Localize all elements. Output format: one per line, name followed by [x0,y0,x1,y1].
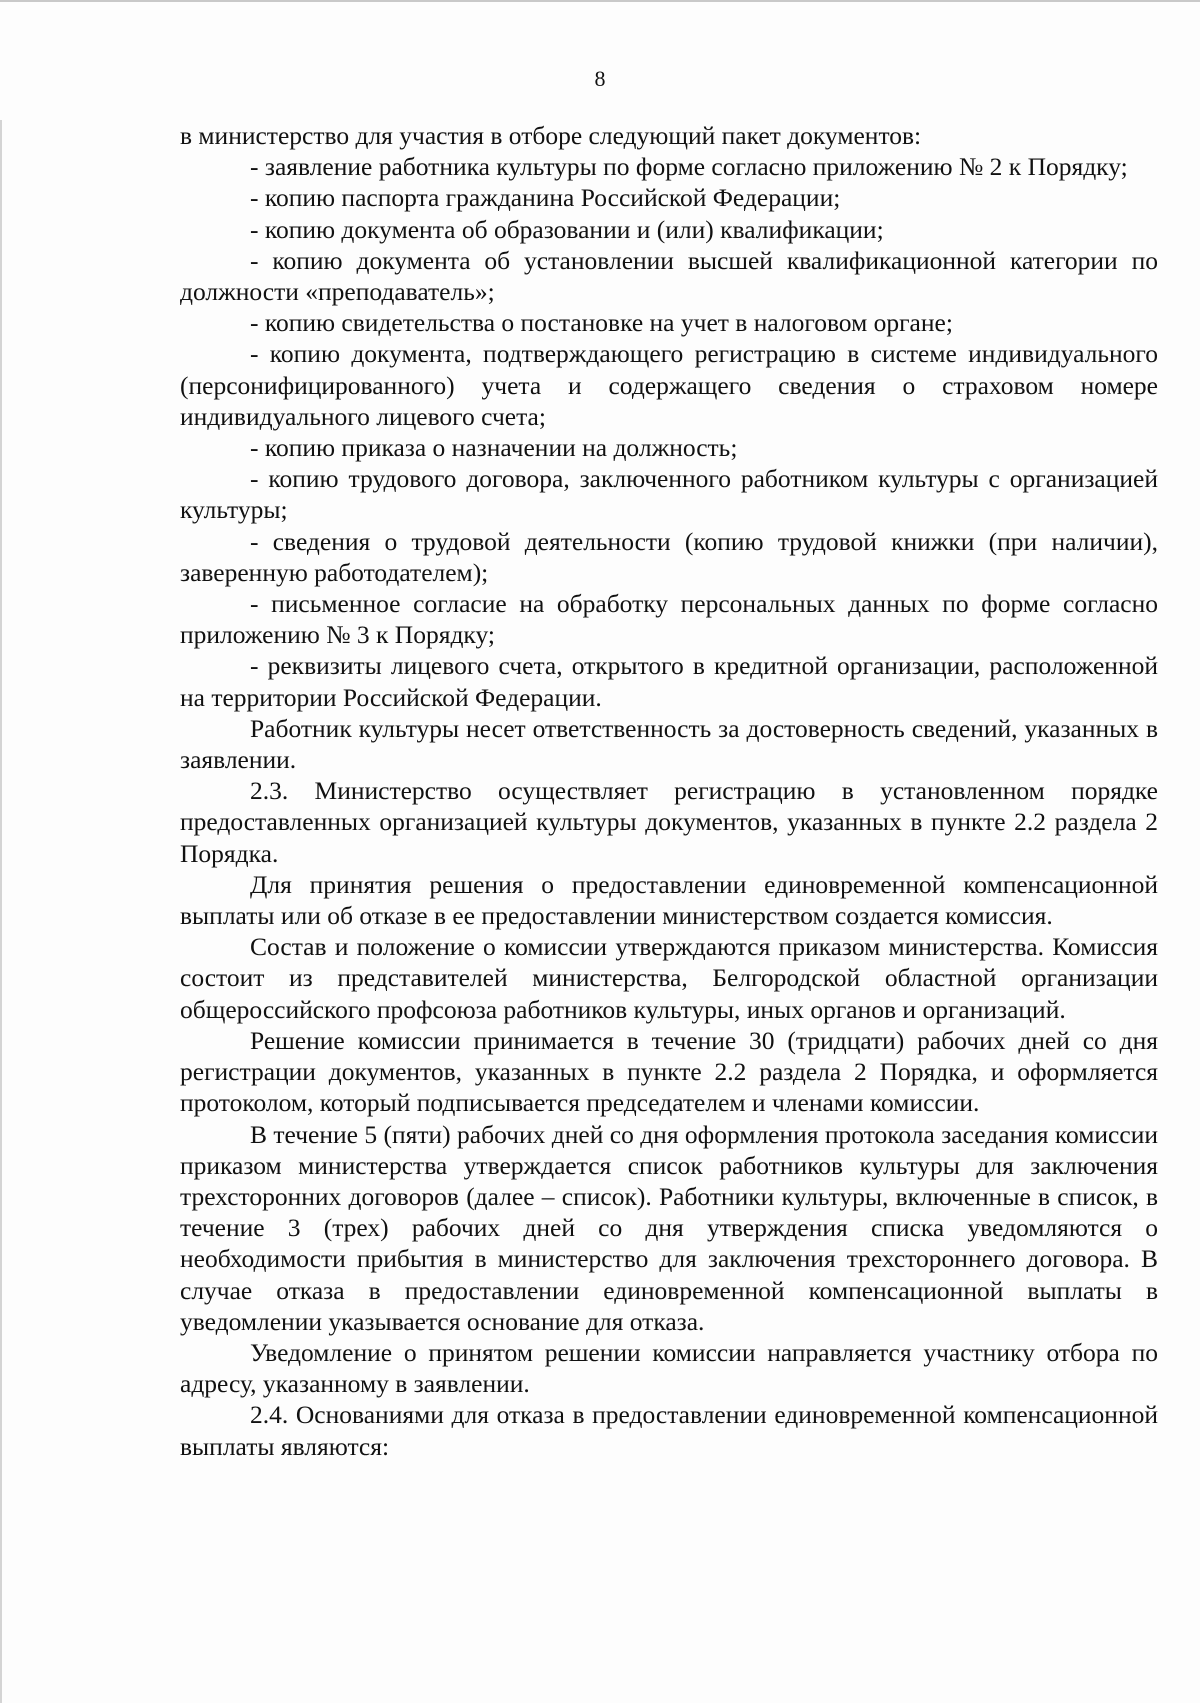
scan-edge-left [0,120,2,1703]
list-item: - заявление работника культуры по форме согласно приложению № 2 к Порядку; [250,152,1128,182]
scan-edge-top [0,0,1200,2]
paragraph: Для принятия решения о предоставлении единовременной компенсационной выплаты или об отказе в ее предоставлении министерством создается комиссия. [180,869,1158,931]
paragraph: Решение комиссии принимается в течение 30 (тридцати) рабочих дней со дня регистрации документов, указанных в пункте 2.2 раздела 2 Порядка, и оформляется протоколом, который подписывается председателем и членами комиссии. [180,1025,1158,1118]
list-item: - реквизиты лицевого счета, открытого в кредитной организации, расположенной на территории Российской Федерации. [180,651,1158,712]
list-item: - копию приказа о назначении на должность; [250,433,738,463]
paragraph: Работник культуры несет ответственность за достоверность сведений, указанных в заявлении. [180,713,1158,775]
paragraph: в министерство для участия в отборе следующий пакет документов: [180,121,922,150]
paragraph: Уведомление о принятом решении комиссии направляется участнику отбора по адресу, указанному в заявлении. [180,1337,1158,1399]
paragraph: 2.4. Основаниями для отказа в предоставлении единовременной компенсационной выплаты являются: [180,1400,1158,1461]
paragraph: Состав и положение о комиссии утверждаются приказом министерства. Комиссия состоит из представителей министерства, Белгородской областной организации общероссийского профсоюза работников культуры, иных органов и организаций. [180,932,1158,1024]
list-item: - копию свидетельства о постановке на учет в налоговом органе; [250,308,953,338]
list-item: - письменное согласие на обработку персональных данных по форме согласно приложению № 3 к Порядку; [180,589,1158,650]
paragraph: 2.3. Министерство осуществляет регистрацию в установленном порядке предоставленных организацией культуры документов, указанных в пункте 2.2 раздела 2 Порядка. [180,776,1158,868]
paragraph: В течение 5 (пяти) рабочих дней со дня оформления протокола заседания комиссии приказом министерства утверждается список работников культуры для заключения трехсторонних договоров (далее – список). Работники культуры, включенные в список, в течение 3 (трех) рабочих дней со дня утверждения списка уведомляются о необходимости прибытия в министерство для заключения трехстороннего договора. В случае отказа в предоставлении единовременной компенсационной выплаты в уведомлении указывается основание для отказа. [180,1119,1158,1336]
document-body [180,120,1158,1462]
list-item: - копию документа, подтверждающего регистрацию в системе индивидуального (персонифицированного) учета и содержащего сведения о страховом номере индивидуального лицевого счета; [180,339,1158,431]
page-number: 8 [594,66,606,91]
list-item: - копию документа об установлении высшей квалификационной категории по должности «преподаватель»; [180,245,1158,307]
list-item: - копию трудового договора, заключенного работником культуры с организацией культуры; [180,464,1158,525]
list-item: - сведения о трудовой деятельности (копию трудовой книжки (при наличии), заверенную работодателем); [180,526,1158,587]
list-item: - копию паспорта гражданина Российской Федерации; [250,183,841,213]
list-item: - копию документа об образовании и (или) квалификации; [250,214,884,244]
